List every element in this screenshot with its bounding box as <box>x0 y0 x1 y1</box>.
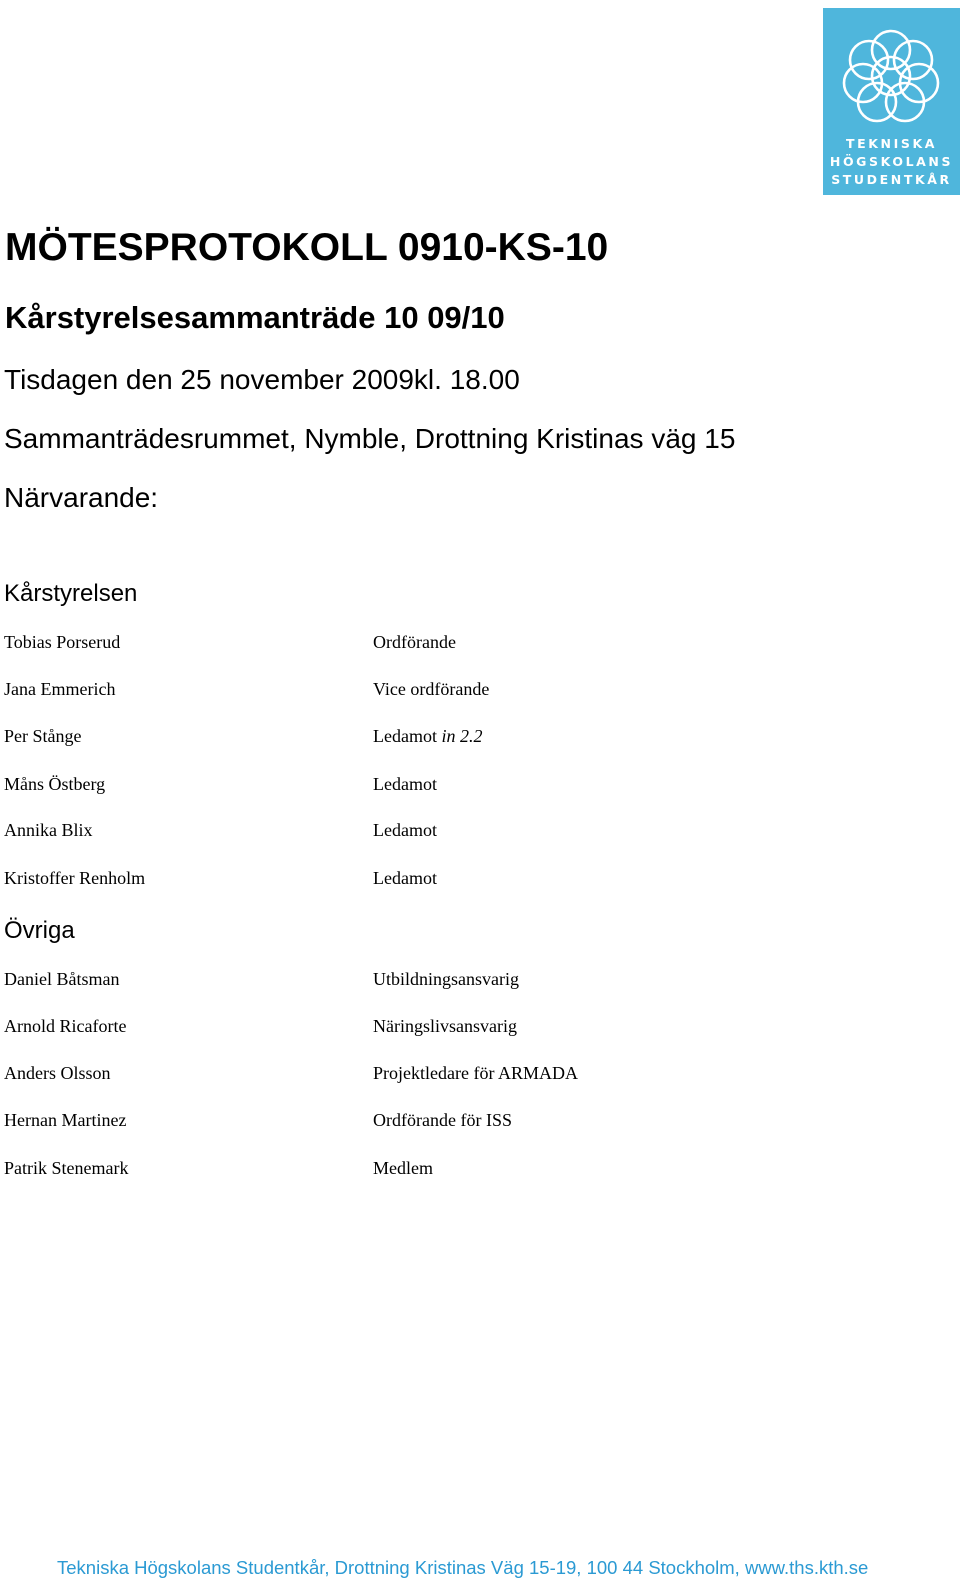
board-member-name: Kristoffer Renholm <box>4 868 146 888</box>
other-member-name: Patrik Stenemark <box>4 1158 129 1178</box>
board-member-name: Måns Östberg <box>4 774 106 794</box>
meeting-date: Tisdagen den 25 november 2009kl. 18.00 <box>4 364 520 395</box>
board-member-role: Ledamot <box>373 820 437 840</box>
rings-icon <box>833 20 950 130</box>
board-member-role: Ordförande <box>373 632 456 652</box>
board-member-name: Jana Emmerich <box>4 679 116 699</box>
meeting-subtitle: Kårstyrelsesammanträde 10 09/10 <box>5 300 505 335</box>
footer-address: Tekniska Högskolans Studentkår, Drottning Kristinas Väg 15-19, 100 44 Stockholm, www.ths.kth.se <box>57 1557 869 1578</box>
other-member-name: Arnold Ricaforte <box>4 1016 127 1036</box>
other-member-name: Daniel Båtsman <box>4 969 120 989</box>
other-member-role: Medlem <box>373 1158 433 1178</box>
meeting-location: Sammanträdesrummet, Nymble, Drottning Kristinas väg 15 <box>4 423 736 454</box>
attendance-note: in 2.2 <box>441 726 483 746</box>
board-member-name: Tobias Porserud <box>4 632 121 652</box>
board-member-role: Ledamot in 2.2 <box>373 726 483 746</box>
other-member-name: Anders Olsson <box>4 1063 111 1083</box>
others-heading: Övriga <box>4 917 75 944</box>
board-member-role: Ledamot <box>373 868 437 888</box>
board-member-role: Ledamot <box>373 774 437 794</box>
present-label: Närvarande: <box>4 482 159 513</box>
board-member-name: Annika Blix <box>4 820 93 840</box>
board-member-name: Per Stånge <box>4 726 82 746</box>
logo-text-line-3: STUDENTKÅR <box>831 172 952 187</box>
board-heading: Kårstyrelsen <box>4 580 138 607</box>
other-member-role: Näringslivsansvarig <box>373 1016 517 1036</box>
other-member-role: Projektledare för ARMADA <box>373 1063 578 1083</box>
other-member-role: Ordförande för ISS <box>373 1110 512 1130</box>
other-member-name: Hernan Martinez <box>4 1110 127 1130</box>
ths-logo <box>823 8 960 195</box>
other-member-role: Utbildningsansvarig <box>373 969 519 989</box>
board-member-role: Vice ordförande <box>373 679 490 699</box>
logo-text-line-2: HÖGSKOLANS <box>829 154 954 169</box>
document-title: MÖTESPROTOKOLL 0910-KS-10 <box>5 226 609 269</box>
logo-text-line-1: TEKNISKA <box>845 136 938 151</box>
